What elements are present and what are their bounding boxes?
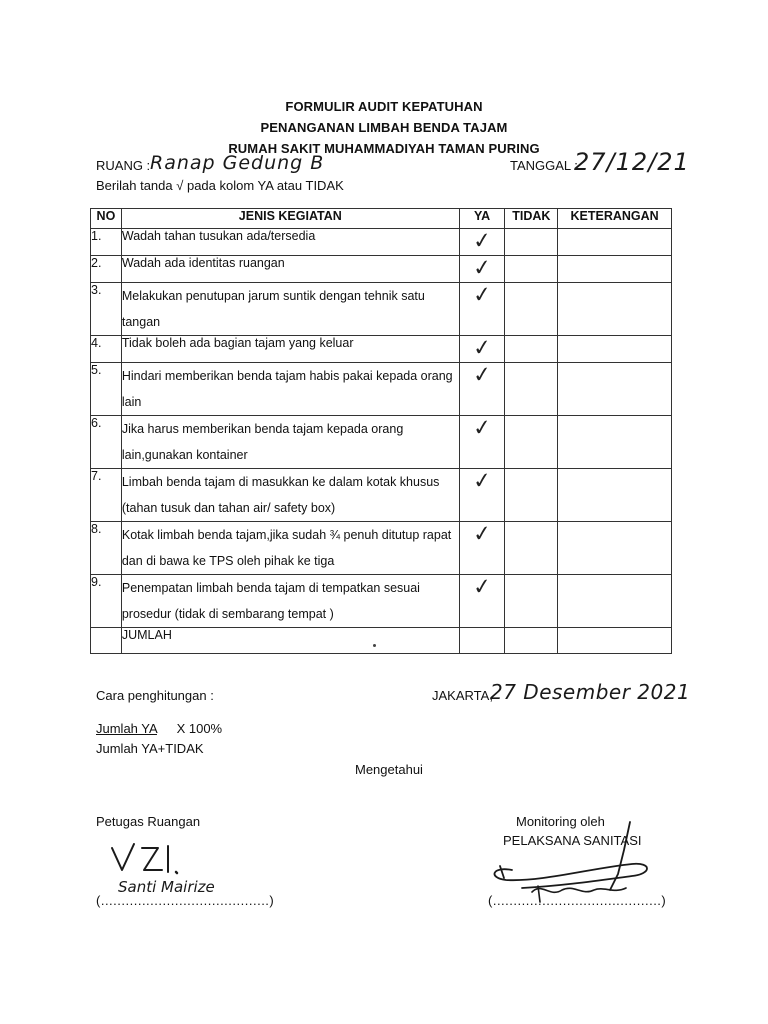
header-ya: YA (459, 209, 505, 229)
petugas-name-field: (.........................................) (96, 893, 275, 908)
check-mark-icon: ✓ (471, 335, 493, 362)
jakarta-label: JAKARTA, (432, 688, 493, 703)
monitoring-label: Monitoring oleh (516, 814, 605, 829)
ink-dot (373, 644, 376, 647)
row-no: 9. (91, 575, 122, 628)
row-jenis: Limbah benda tajam di masukkan ke dalam kotak khusus (tahan tusuk dan tahan air/ safety box) (121, 469, 459, 522)
check-mark-icon: ✓ (471, 521, 493, 548)
total-tidak-cell[interactable] (505, 628, 558, 654)
keterangan-cell[interactable] (558, 416, 672, 469)
table-row (91, 256, 672, 283)
table-row (91, 575, 672, 628)
total-row (91, 628, 672, 654)
row-no: 2. (91, 256, 122, 283)
row-no: 5. (91, 363, 122, 416)
formula-multiplier: X 100% (176, 721, 223, 736)
row-jenis: Penempatan limbah benda tajam di tempatkan sesuai prosedur (tidak di sembarang tempat ) (121, 575, 459, 628)
keterangan-cell[interactable] (558, 336, 672, 363)
keterangan-cell[interactable] (558, 256, 672, 283)
tidak-checkbox-cell[interactable] (505, 283, 558, 336)
check-mark-icon: ✓ (471, 468, 493, 495)
formula-numerator: Jumlah YA (96, 721, 157, 736)
table-row (91, 283, 672, 336)
check-mark-icon: ✓ (471, 574, 493, 601)
tidak-checkbox-cell[interactable] (505, 522, 558, 575)
table-header-row (91, 209, 672, 229)
total-ya-cell[interactable] (459, 628, 505, 654)
header-keterangan: KETERANGAN (558, 209, 672, 229)
tanggal-value: 27/12/21 (574, 148, 690, 176)
formula-numerator-row (96, 721, 222, 736)
row-no: 8. (91, 522, 122, 575)
row-no: 6. (91, 416, 122, 469)
tidak-checkbox-cell[interactable] (505, 229, 558, 256)
row-jenis: Tidak boleh ada bagian tajam yang keluar (121, 336, 459, 363)
tanggal-label: TANGGAL : (510, 158, 578, 173)
ruang-label: RUANG : (96, 158, 151, 173)
title-line-1: FORMULIR AUDIT KEPATUHAN (285, 99, 483, 114)
table-row (91, 336, 672, 363)
title-line-2: PENANGANAN LIMBAH BENDA TAJAM (260, 120, 508, 135)
petugas-ruangan-label: Petugas Ruangan (96, 814, 201, 829)
total-keterangan-cell[interactable] (558, 628, 672, 654)
keterangan-cell[interactable] (558, 575, 672, 628)
ruang-value: Ranap Gedung B (150, 152, 325, 174)
row-jenis: Kotak limbah benda tajam,jika sudah ¾ penuh ditutup rapat dan di bawa ke TPS oleh pihak ke tiga (121, 522, 459, 575)
check-mark-icon: ✓ (471, 282, 493, 309)
row-jenis: Wadah tahan tusukan ada/tersedia (121, 229, 459, 256)
tidak-checkbox-cell[interactable] (505, 256, 558, 283)
ya-checkbox-cell[interactable] (459, 336, 505, 363)
row-no: 7. (91, 469, 122, 522)
keterangan-cell[interactable] (558, 363, 672, 416)
formula-denominator: Jumlah YA+TIDAK (96, 741, 204, 756)
check-mark-icon: ✓ (471, 255, 493, 282)
pelaksana-sanitasi-label: PELAKSANA SANITASI (503, 833, 642, 848)
check-mark-icon: ✓ (471, 362, 493, 389)
row-jenis: Melakukan penutupan jarum suntik dengan tehnik satu tangan (121, 283, 459, 336)
row-no: 1. (91, 229, 122, 256)
mengetahui-label: Mengetahui (355, 762, 423, 777)
table-row (91, 469, 672, 522)
keterangan-cell[interactable] (558, 283, 672, 336)
header-tidak: TIDAK (505, 209, 558, 229)
table-row (91, 522, 672, 575)
ya-checkbox-cell[interactable] (459, 229, 505, 256)
tidak-checkbox-cell[interactable] (505, 336, 558, 363)
table-row (91, 363, 672, 416)
title-line-3: RUMAH SAKIT MUHAMMADIYAH TAMAN PURING (228, 141, 540, 156)
ya-checkbox-cell[interactable] (459, 575, 505, 628)
total-label: JUMLAH (121, 628, 459, 654)
petugas-name: Santi Mairize (118, 878, 215, 896)
tidak-checkbox-cell[interactable] (505, 363, 558, 416)
tidak-checkbox-cell[interactable] (505, 469, 558, 522)
total-no-cell (91, 628, 122, 654)
table-row (91, 416, 672, 469)
check-mark-icon: ✓ (471, 228, 493, 255)
ya-checkbox-cell[interactable] (459, 469, 505, 522)
check-mark-icon: ✓ (471, 415, 493, 442)
ya-checkbox-cell[interactable] (459, 256, 505, 283)
ya-checkbox-cell[interactable] (459, 363, 505, 416)
instruction-text: Berilah tanda √ pada kolom YA atau TIDAK (96, 178, 344, 193)
pelaksana-name-field: (.........................................) (488, 893, 667, 908)
keterangan-cell[interactable] (558, 522, 672, 575)
ya-checkbox-cell[interactable] (459, 522, 505, 575)
cara-penghitungan-label: Cara penghitungan : (96, 688, 214, 703)
row-jenis: Wadah ada identitas ruangan (121, 256, 459, 283)
tidak-checkbox-cell[interactable] (505, 575, 558, 628)
jakarta-date: 27 Desember 2021 (490, 680, 691, 704)
header-jenis: JENIS KEGIATAN (121, 209, 459, 229)
table-row (91, 229, 672, 256)
audit-table (90, 208, 672, 654)
row-no: 3. (91, 283, 122, 336)
header-no: NO (91, 209, 122, 229)
row-jenis: Hindari memberikan benda tajam habis pakai kepada orang lain (121, 363, 459, 416)
keterangan-cell[interactable] (558, 469, 672, 522)
ya-checkbox-cell[interactable] (459, 283, 505, 336)
row-jenis: Jika harus memberikan benda tajam kepada orang lain,gunakan kontainer (121, 416, 459, 469)
ya-checkbox-cell[interactable] (459, 416, 505, 469)
keterangan-cell[interactable] (558, 229, 672, 256)
tidak-checkbox-cell[interactable] (505, 416, 558, 469)
row-no: 4. (91, 336, 122, 363)
